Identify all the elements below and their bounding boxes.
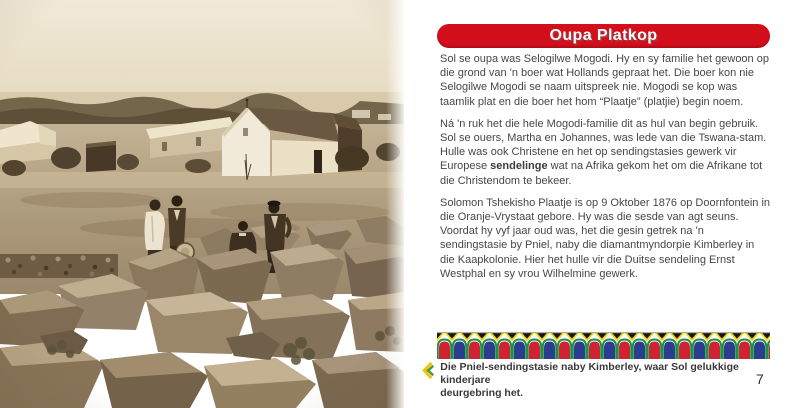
paragraph-2 [440, 117, 772, 188]
caption-line-1: Die Pniel-sendingstasie naby Kimberley, waar Sol gelukkige kinderjare [440, 361, 739, 386]
photo-edge-fade [386, 0, 404, 408]
paragraph-2-text-before: Ná 'n ruk het die hele Mogodi-familie dit as hul van begin gebruik. Sol se ouers, Martha en Johannes, was lede van die Tswana-stam. Hulle was ook Christene en het op sendingstasies gewerk vir Europese [440, 117, 767, 173]
body-text [440, 52, 772, 289]
text-page [404, 0, 800, 408]
beadwork-border [437, 332, 770, 359]
chapter-title-banner [437, 24, 770, 48]
photo-caption [421, 361, 773, 400]
chevron-left-icon [421, 361, 434, 380]
paragraph-2-text-after: wat na Afrika gekom het om die Afrikane tot die Christendom te bekeer. [440, 160, 763, 187]
caption-text [440, 361, 773, 400]
caption-line-2: deurgebring het. [440, 387, 524, 399]
paragraph-3: Solomon Tshekisho Plaatje is op 9 Oktober 1876 op Doornfontein in die Oranje-Vrystaat gebore. Hy was die sesde van agt seuns. Voordat hy vyf jaar oud was, het die gesin getrek na 'n sendingstasie by Pniel, naby die diamantmyndorpie Kimberley in die Kaapkolonie. Hier het hulle vir die Duitse sendeling Ernst Westphal en sy vrou Wilhelmine gewerk. [440, 196, 771, 280]
chapter-title: Oupa Platkop [549, 27, 658, 44]
keyword-sendelinge: sendelinge [490, 160, 548, 173]
paragraph-1: Sol se oupa was Selogilwe Mogodi. Hy en sy familie het gewoon op die grond van 'n boer wat Hollands gepraat het. Die boer kon nie Selogilwe Mogodi se naam uitspreek nie. Mogodi se kop was taamlik plat en die boer het hom “Plaatje” (platjie) begin noem. [440, 53, 769, 108]
page-number: 7 [756, 371, 764, 387]
